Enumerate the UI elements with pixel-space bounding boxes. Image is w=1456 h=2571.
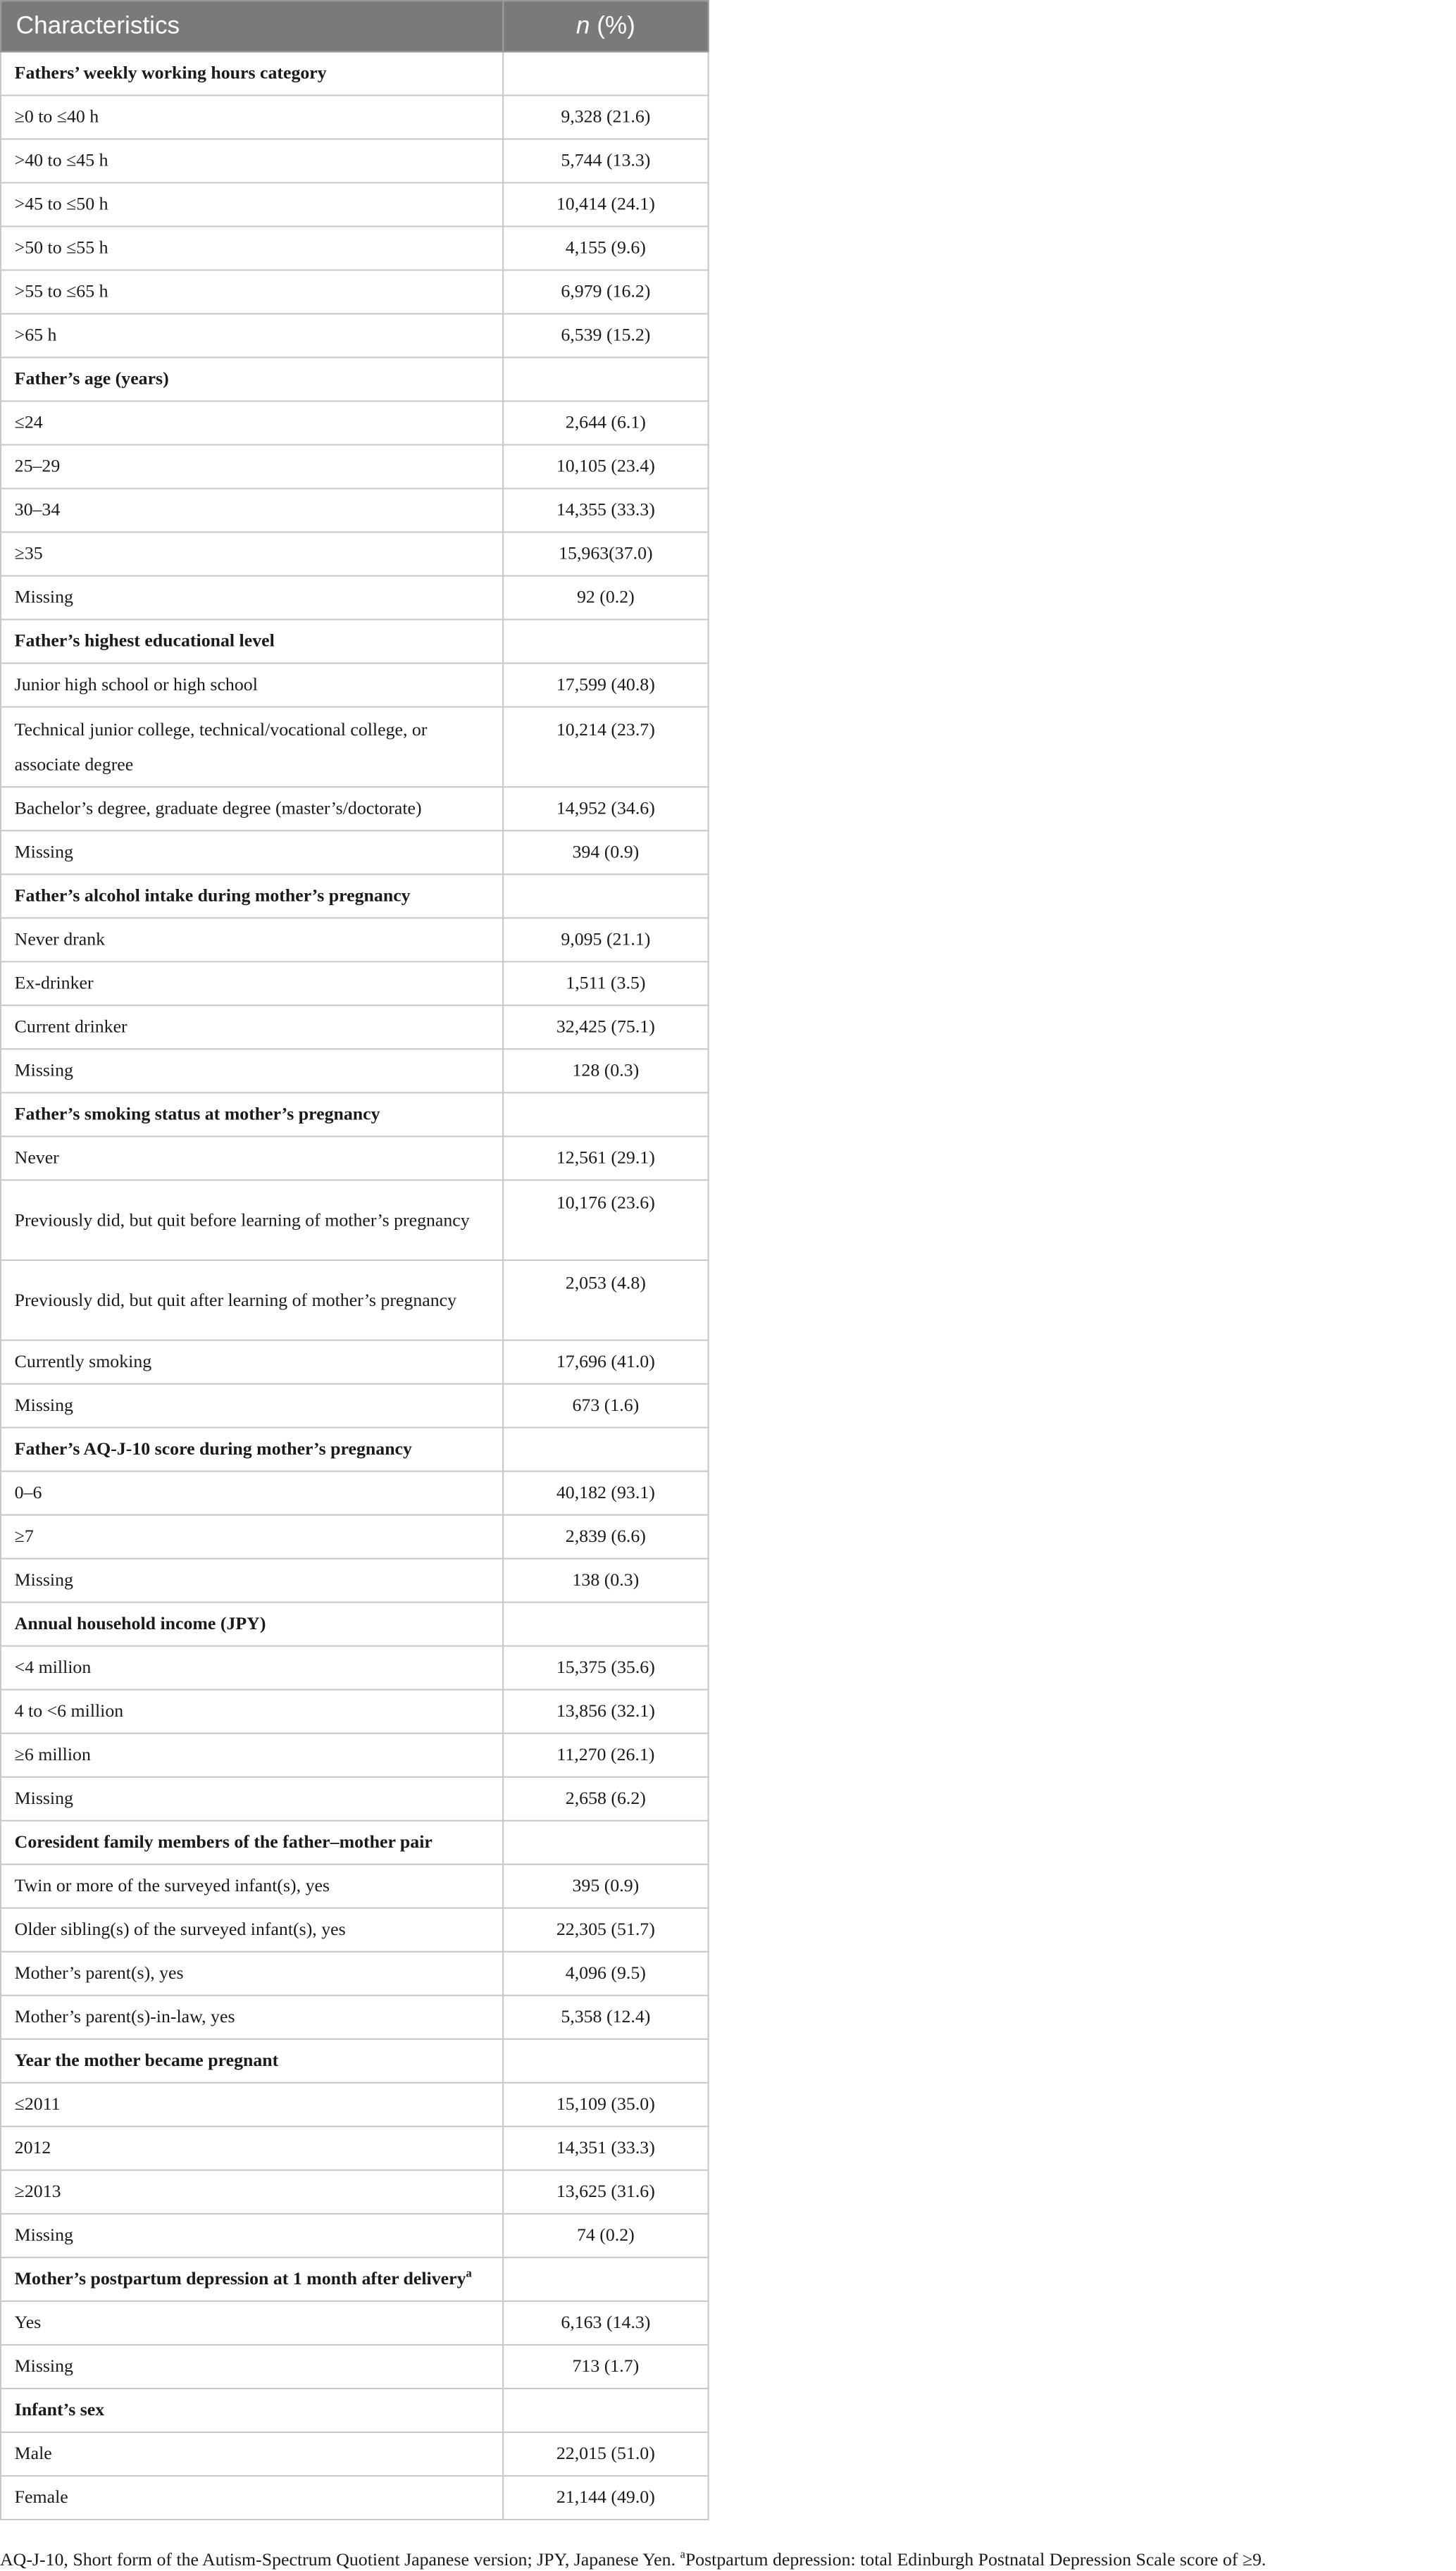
table-group-row: [1, 1092, 709, 1136]
row-label: [1, 1515, 503, 1559]
row-label: [1, 2345, 503, 2389]
label-text: ≥6 million: [14, 1744, 91, 1765]
group-label: [1, 1092, 503, 1136]
row-value: [503, 620, 708, 664]
row-label: [1, 2476, 503, 2520]
footnote-text-2: Postpartum depression: total Edinburgh Postnatal Depression Scale score of ≥9.: [685, 2549, 1267, 2570]
label-text: 4 to <6 million: [14, 1700, 124, 1722]
row-value: 40,182 (93.1): [503, 1471, 708, 1515]
label-text: Twin or more of the surveyed infant(s), yes: [14, 1875, 330, 1896]
label-text: ≥0 to ≤40 h: [14, 106, 99, 127]
label-text: >65 h: [14, 324, 57, 345]
group-label: [1, 2258, 503, 2301]
label-text: Father’s smoking status at mother’s pregnancy: [14, 1103, 380, 1124]
table-row: [1, 1049, 709, 1092]
table-row: [1, 918, 709, 961]
table-row: [1, 2476, 709, 2520]
row-value: [503, 1821, 708, 1865]
label-text: 30–34: [14, 499, 61, 520]
table-row: [1, 182, 709, 226]
row-value: 17,599 (40.8): [503, 664, 708, 707]
label-text: Missing: [14, 1059, 73, 1081]
label-text: Never: [14, 1147, 59, 1168]
characteristics-table: [0, 0, 709, 2520]
row-value: [503, 1602, 708, 1646]
table-row: [1, 2301, 709, 2345]
row-value: 2,658 (6.2): [503, 1777, 708, 1821]
row-value: 673 (1.6): [503, 1384, 708, 1428]
row-label: [1, 1865, 503, 1908]
row-value: 2,053 (4.8): [503, 1260, 708, 1340]
label-text: ≥7: [14, 1526, 34, 1547]
label-text: Father’s alcohol intake during mother’s pregnancy: [14, 885, 411, 906]
row-label: [1, 488, 503, 532]
table-row: [1, 1996, 709, 2039]
row-label: [1, 664, 503, 707]
header-n-percent: [503, 1, 708, 51]
table-row: [1, 961, 709, 1005]
table-row: [1, 1471, 709, 1515]
row-value: 13,625 (31.6): [503, 2170, 708, 2214]
label-text: 0–6: [14, 1482, 42, 1503]
row-value: 6,979 (16.2): [503, 270, 708, 313]
table-row: [1, 1180, 709, 1260]
table-row: [1, 488, 709, 532]
table-row: [1, 1690, 709, 1733]
label-text: Fathers’ weekly working hours category: [14, 62, 327, 83]
footnote-sup: a: [680, 2547, 685, 2561]
row-value: 138 (0.3): [503, 1559, 708, 1602]
group-label: [1, 620, 503, 664]
row-label: [1, 787, 503, 830]
row-label: [1, 918, 503, 961]
label-text: Older sibling(s) of the surveyed infant(s), yes: [14, 1919, 346, 1940]
label-text: Bachelor’s degree, graduate degree (master’s/doctorate): [14, 797, 422, 818]
row-label: [1, 532, 503, 575]
table-row: [1, 532, 709, 575]
table-row: [1, 139, 709, 182]
table-row: [1, 1340, 709, 1384]
label-text: ≥35: [14, 542, 43, 564]
table-row: [1, 2127, 709, 2170]
label-text: ≥2013: [14, 2181, 61, 2202]
label-text: Previously did, but quit before learning of mother’s pregnancy: [14, 1209, 470, 1231]
row-value: 713 (1.7): [503, 2345, 708, 2389]
label-text: Year the mother became pregnant: [14, 2050, 279, 2071]
table-row: [1, 707, 709, 788]
table-group-row: [1, 620, 709, 664]
group-label: [1, 51, 503, 95]
row-label: [1, 2301, 503, 2345]
row-value: [503, 2389, 708, 2432]
label-text: Coresident family members of the father–mother pair: [14, 1831, 433, 1853]
row-value: [503, 1092, 708, 1136]
label-text: Infant’s sex: [14, 2399, 105, 2420]
table-row: [1, 2083, 709, 2127]
row-label: [1, 575, 503, 619]
table-group-row: [1, 2258, 709, 2301]
label-text: Missing: [14, 1569, 73, 1590]
label-text: Father’s AQ-J-10 score during mother’s pregnancy: [14, 1438, 412, 1459]
label-text: Mother’s parent(s), yes: [14, 1962, 184, 1984]
header-characteristics: Characteristics: [1, 1, 503, 51]
row-value: 14,355 (33.3): [503, 488, 708, 532]
table-row: [1, 270, 709, 313]
group-label: [1, 357, 503, 401]
row-value: 22,305 (51.7): [503, 1908, 708, 1952]
label-text: Yes: [14, 2312, 42, 2333]
row-value: 14,351 (33.3): [503, 2127, 708, 2170]
table-header-row: [1, 1, 709, 51]
row-label: [1, 2170, 503, 2214]
header-percent: (%): [590, 11, 635, 39]
label-text: Father’s age (years): [14, 368, 169, 389]
row-label: [1, 707, 503, 788]
table-row: [1, 1865, 709, 1908]
label-text: Missing: [14, 1788, 73, 1809]
row-value: 22,015 (51.0): [503, 2432, 708, 2476]
group-label: [1, 1821, 503, 1865]
row-value: 2,644 (6.1): [503, 401, 708, 444]
label-text: Mother’s postpartum depression at 1 month after delivery: [14, 2268, 466, 2289]
table-group-row: [1, 1821, 709, 1865]
row-value: 15,963(37.0): [503, 532, 708, 575]
row-value: 10,176 (23.6): [503, 1180, 708, 1260]
row-value: 12,561 (29.1): [503, 1136, 708, 1180]
row-value: 15,109 (35.0): [503, 2083, 708, 2127]
row-value: 6,539 (15.2): [503, 313, 708, 357]
row-label: [1, 2127, 503, 2170]
table-footnote: [0, 2549, 1456, 2571]
row-value: 5,744 (13.3): [503, 139, 708, 182]
table-row: [1, 1646, 709, 1690]
table-row: [1, 444, 709, 488]
row-label: [1, 1777, 503, 1821]
row-label: [1, 1005, 503, 1049]
row-value: [503, 2039, 708, 2083]
table-row: [1, 1260, 709, 1340]
label-text: Never drank: [14, 928, 106, 950]
table-row: [1, 787, 709, 830]
row-label: [1, 1340, 503, 1384]
label-text: ≤2011: [14, 2093, 61, 2115]
label-text: >40 to ≤45 h: [14, 149, 108, 170]
row-label: [1, 830, 503, 874]
row-label: [1, 1646, 503, 1690]
table-group-row: [1, 1428, 709, 1471]
row-value: 394 (0.9): [503, 830, 708, 874]
row-value: 10,414 (24.1): [503, 182, 708, 226]
row-label: [1, 1180, 503, 1260]
row-value: 1,511 (3.5): [503, 961, 708, 1005]
row-label: [1, 1384, 503, 1428]
label-text: Currently smoking: [14, 1351, 152, 1372]
table-row: [1, 2170, 709, 2214]
row-value: [503, 51, 708, 95]
group-label: [1, 874, 503, 918]
table-group-row: [1, 2389, 709, 2432]
row-label: [1, 1952, 503, 1996]
label-text: >50 to ≤55 h: [14, 237, 108, 258]
row-value: 395 (0.9): [503, 1865, 708, 1908]
label-text: Missing: [14, 587, 73, 607]
row-label: [1, 1136, 503, 1180]
table-row: [1, 226, 709, 270]
label-text: Missing: [14, 2355, 73, 2377]
table-row: [1, 664, 709, 707]
row-value: 11,270 (26.1): [503, 1733, 708, 1777]
table-group-row: [1, 1602, 709, 1646]
row-value: 2,839 (6.6): [503, 1515, 708, 1559]
row-value: 17,696 (41.0): [503, 1340, 708, 1384]
row-label: [1, 444, 503, 488]
footnote-text: AQ-J-10, Short form of the Autism-Spectrum Quotient Japanese version; JPY, Japanese Yen.: [0, 2549, 680, 2570]
row-label: [1, 95, 503, 139]
label-text: Female: [14, 2486, 68, 2508]
row-label: [1, 1471, 503, 1515]
row-label: [1, 1049, 503, 1092]
row-value: 4,155 (9.6): [503, 226, 708, 270]
table-row: [1, 1384, 709, 1428]
table-row: [1, 1777, 709, 1821]
row-label: [1, 2214, 503, 2258]
row-value: 21,144 (49.0): [503, 2476, 708, 2520]
table-row: [1, 1559, 709, 1602]
table-row: [1, 2432, 709, 2476]
table-row: [1, 1005, 709, 1049]
label-text: Missing: [14, 1395, 73, 1416]
label-text: Ex-drinker: [14, 972, 94, 993]
row-value: 10,105 (23.4): [503, 444, 708, 488]
table-body: [1, 51, 709, 2520]
group-label: [1, 2039, 503, 2083]
label-text: >45 to ≤50 h: [14, 193, 108, 214]
row-value: 4,096 (9.5): [503, 1952, 708, 1996]
row-label: [1, 1996, 503, 2039]
row-label: [1, 139, 503, 182]
row-label: [1, 313, 503, 357]
table-group-row: [1, 874, 709, 918]
row-label: [1, 961, 503, 1005]
row-value: 9,095 (21.1): [503, 918, 708, 961]
row-label: [1, 1559, 503, 1602]
row-label: [1, 1690, 503, 1733]
table-row: [1, 95, 709, 139]
table-row: [1, 1733, 709, 1777]
row-label: [1, 270, 503, 313]
row-value: 74 (0.2): [503, 2214, 708, 2258]
row-label: [1, 2083, 503, 2127]
table-row: [1, 1908, 709, 1952]
row-label: [1, 182, 503, 226]
label-text: 25–29: [14, 455, 61, 476]
table-row: [1, 1952, 709, 1996]
table-row: [1, 2345, 709, 2389]
label-text: Missing: [14, 2224, 73, 2246]
label-text: Previously did, but quit after learning of mother’s pregnancy: [14, 1290, 457, 1311]
row-value: 13,856 (32.1): [503, 1690, 708, 1733]
label-text: Annual household income (JPY): [14, 1613, 266, 1634]
row-value: 14,952 (34.6): [503, 787, 708, 830]
row-value: 128 (0.3): [503, 1049, 708, 1092]
table-row: [1, 575, 709, 619]
group-label: [1, 1602, 503, 1646]
label-text: ≤24: [14, 411, 43, 432]
row-value: 6,163 (14.3): [503, 2301, 708, 2345]
table-group-row: [1, 357, 709, 401]
table-group-row: [1, 2039, 709, 2083]
row-value: [503, 2258, 708, 2301]
row-value: [503, 357, 708, 401]
table-row: [1, 2214, 709, 2258]
label-text: Technical junior college, technical/vocational college, or associate degree: [14, 719, 428, 775]
row-value: 15,375 (35.6): [503, 1646, 708, 1690]
group-label: [1, 1428, 503, 1471]
label-superscript: a: [466, 2266, 472, 2280]
label-text: <4 million: [14, 1657, 92, 1678]
row-label: [1, 401, 503, 444]
row-label: [1, 226, 503, 270]
label-text: Missing: [14, 841, 73, 862]
label-text: Current drinker: [14, 1016, 127, 1037]
group-label: [1, 2389, 503, 2432]
label-text: Junior high school or high school: [14, 674, 258, 695]
row-value: [503, 1428, 708, 1471]
row-label: [1, 1908, 503, 1952]
table-row: [1, 313, 709, 357]
row-label: [1, 1260, 503, 1340]
table-row: [1, 830, 709, 874]
row-value: 92 (0.2): [503, 575, 708, 619]
header-n: n: [575, 11, 590, 39]
row-value: 5,358 (12.4): [503, 1996, 708, 2039]
table-row: [1, 1515, 709, 1559]
row-value: 10,214 (23.7): [503, 707, 708, 788]
table-row: [1, 401, 709, 444]
label-text: 2012: [14, 2137, 51, 2158]
row-value: 32,425 (75.1): [503, 1005, 708, 1049]
row-label: [1, 2432, 503, 2476]
row-value: [503, 874, 708, 918]
label-text: Father’s highest educational level: [14, 630, 275, 651]
label-text: Male: [14, 2443, 52, 2464]
label-text: >55 to ≤65 h: [14, 280, 108, 301]
table-group-row: [1, 51, 709, 95]
table-row: [1, 1136, 709, 1180]
row-label: [1, 1733, 503, 1777]
label-text: Mother’s parent(s)-in-law, yes: [14, 2006, 235, 2027]
row-value: 9,328 (21.6): [503, 95, 708, 139]
